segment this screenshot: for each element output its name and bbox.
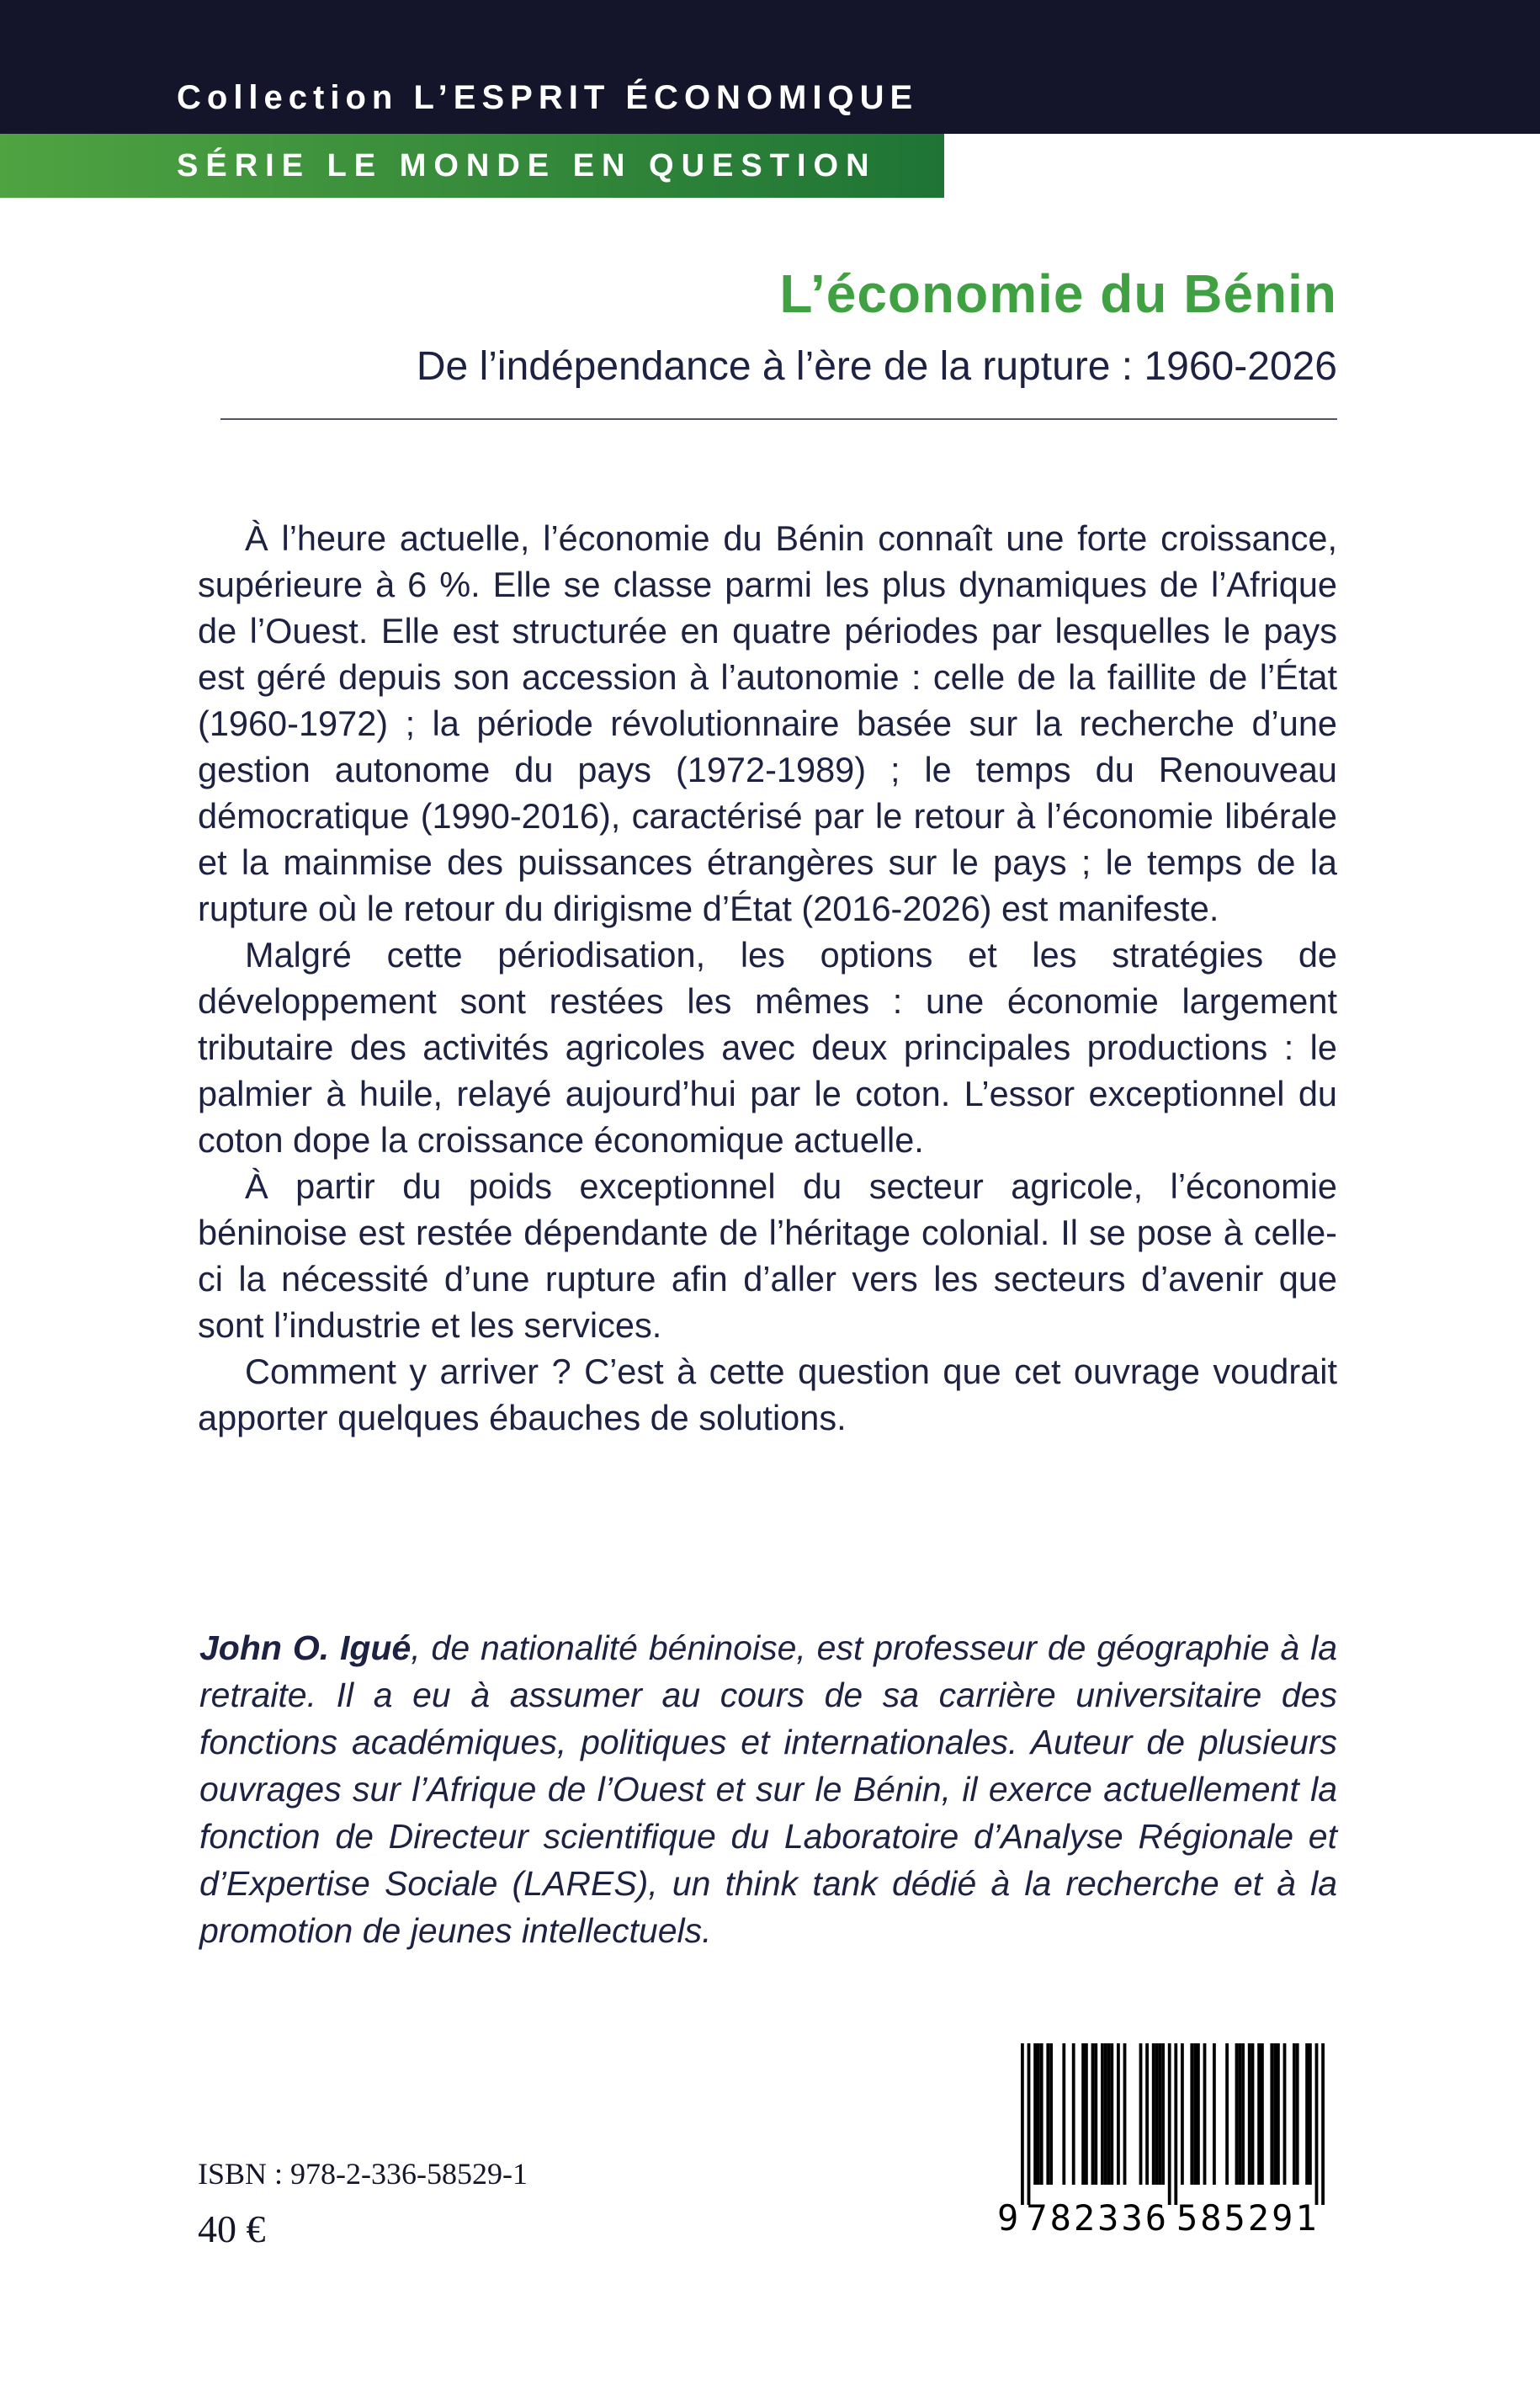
price-label: 40 € [198, 2207, 266, 2250]
barcode [996, 2043, 1338, 2235]
collection-band [0, 0, 1540, 134]
synopsis-paragraph-4: Comment y arriver ? C’est à cette question que cet ouvrage voudrait apporter quelques ébauches de solutions. [198, 1352, 1337, 1437]
title-block [198, 263, 1337, 390]
synopsis [198, 515, 1337, 1441]
isbn-label: ISBN : 978-2-336-58529-1 [198, 2157, 528, 2191]
synopsis-paragraph-1: À l’heure actuelle, l’économie du Bénin connaît une forte croissance, supérieure à 6 %. Elle se classe parmi les plus dynamiques de l’Afrique de l’Ouest. Elle est structurée en quatre périodes par lesquelles le pays est géré depuis son accession à l’autonomie : celle de la faillite de l’État (1960-1972) ; la période révolutionnaire basée sur la recherche d’une gestion autonome du pays (1972-1989) ; le temps du Renouveau démocratique (1990-2016), caractérisé par le retour à l’économie libérale et la mainmise des puissances étrangères sur le pays ; le temps de la rupture où le retour du dirigisme d’État (2016-2026) est manifeste. [198, 518, 1337, 928]
author-bio [199, 1624, 1337, 1954]
book-subtitle: De l’indépendance à l’ère de la rupture : 1960-2026 [416, 344, 1337, 389]
author-name: John O. Igué [199, 1628, 412, 1667]
book-title: L’économie du Bénin [779, 263, 1337, 324]
svg-text:585291: 585291 [1176, 2197, 1320, 2235]
barcode-svg [996, 2043, 1338, 2235]
title-rule [220, 418, 1337, 420]
svg-text:9: 9 [997, 2197, 1022, 2235]
series-label: SÉRIE LE MONDE EN QUESTION [177, 147, 877, 183]
series-band [0, 134, 944, 198]
svg-text:782336: 782336 [1026, 2197, 1170, 2235]
synopsis-paragraph-2: Malgré cette périodisation, les options et les stratégies de développement sont restées les mêmes : une économie largement tributaire des activités agricoles avec deux principales productions : le palmier à huile, relayé aujourd’hui par le coton. L’essor exceptionnel du coton dope la croissance économique actuelle. [198, 935, 1337, 1160]
synopsis-paragraph-3: À partir du poids exceptionnel du secteur agricole, l’économie béninoise est restée dépendante de l’héritage colonial. Il se pose à celle-ci la nécessité d’une rupture afin d’aller vers les secteurs d’avenir que sont l’industrie et les services. [198, 1166, 1337, 1345]
author-bio-text: , de nationalité béninoise, est professeur de géographie à la retraite. Il a eu à assumer au cours de sa carrière universitaire des fonctions académiques, politiques et internationales. Auteur de plusieurs ouvrages sur l’Afrique de l’Ouest et sur le Bénin, il exerce actuellement la fonction de Directeur scientifique du Laboratoire d’Analyse Régionale et d’Expertise Sociale (LARES), un think tank dédié à la recherche et à la promotion de jeunes intellectuels. [199, 1628, 1337, 1950]
collection-label: Collection L’ESPRIT ÉCONOMIQUE [177, 79, 919, 116]
